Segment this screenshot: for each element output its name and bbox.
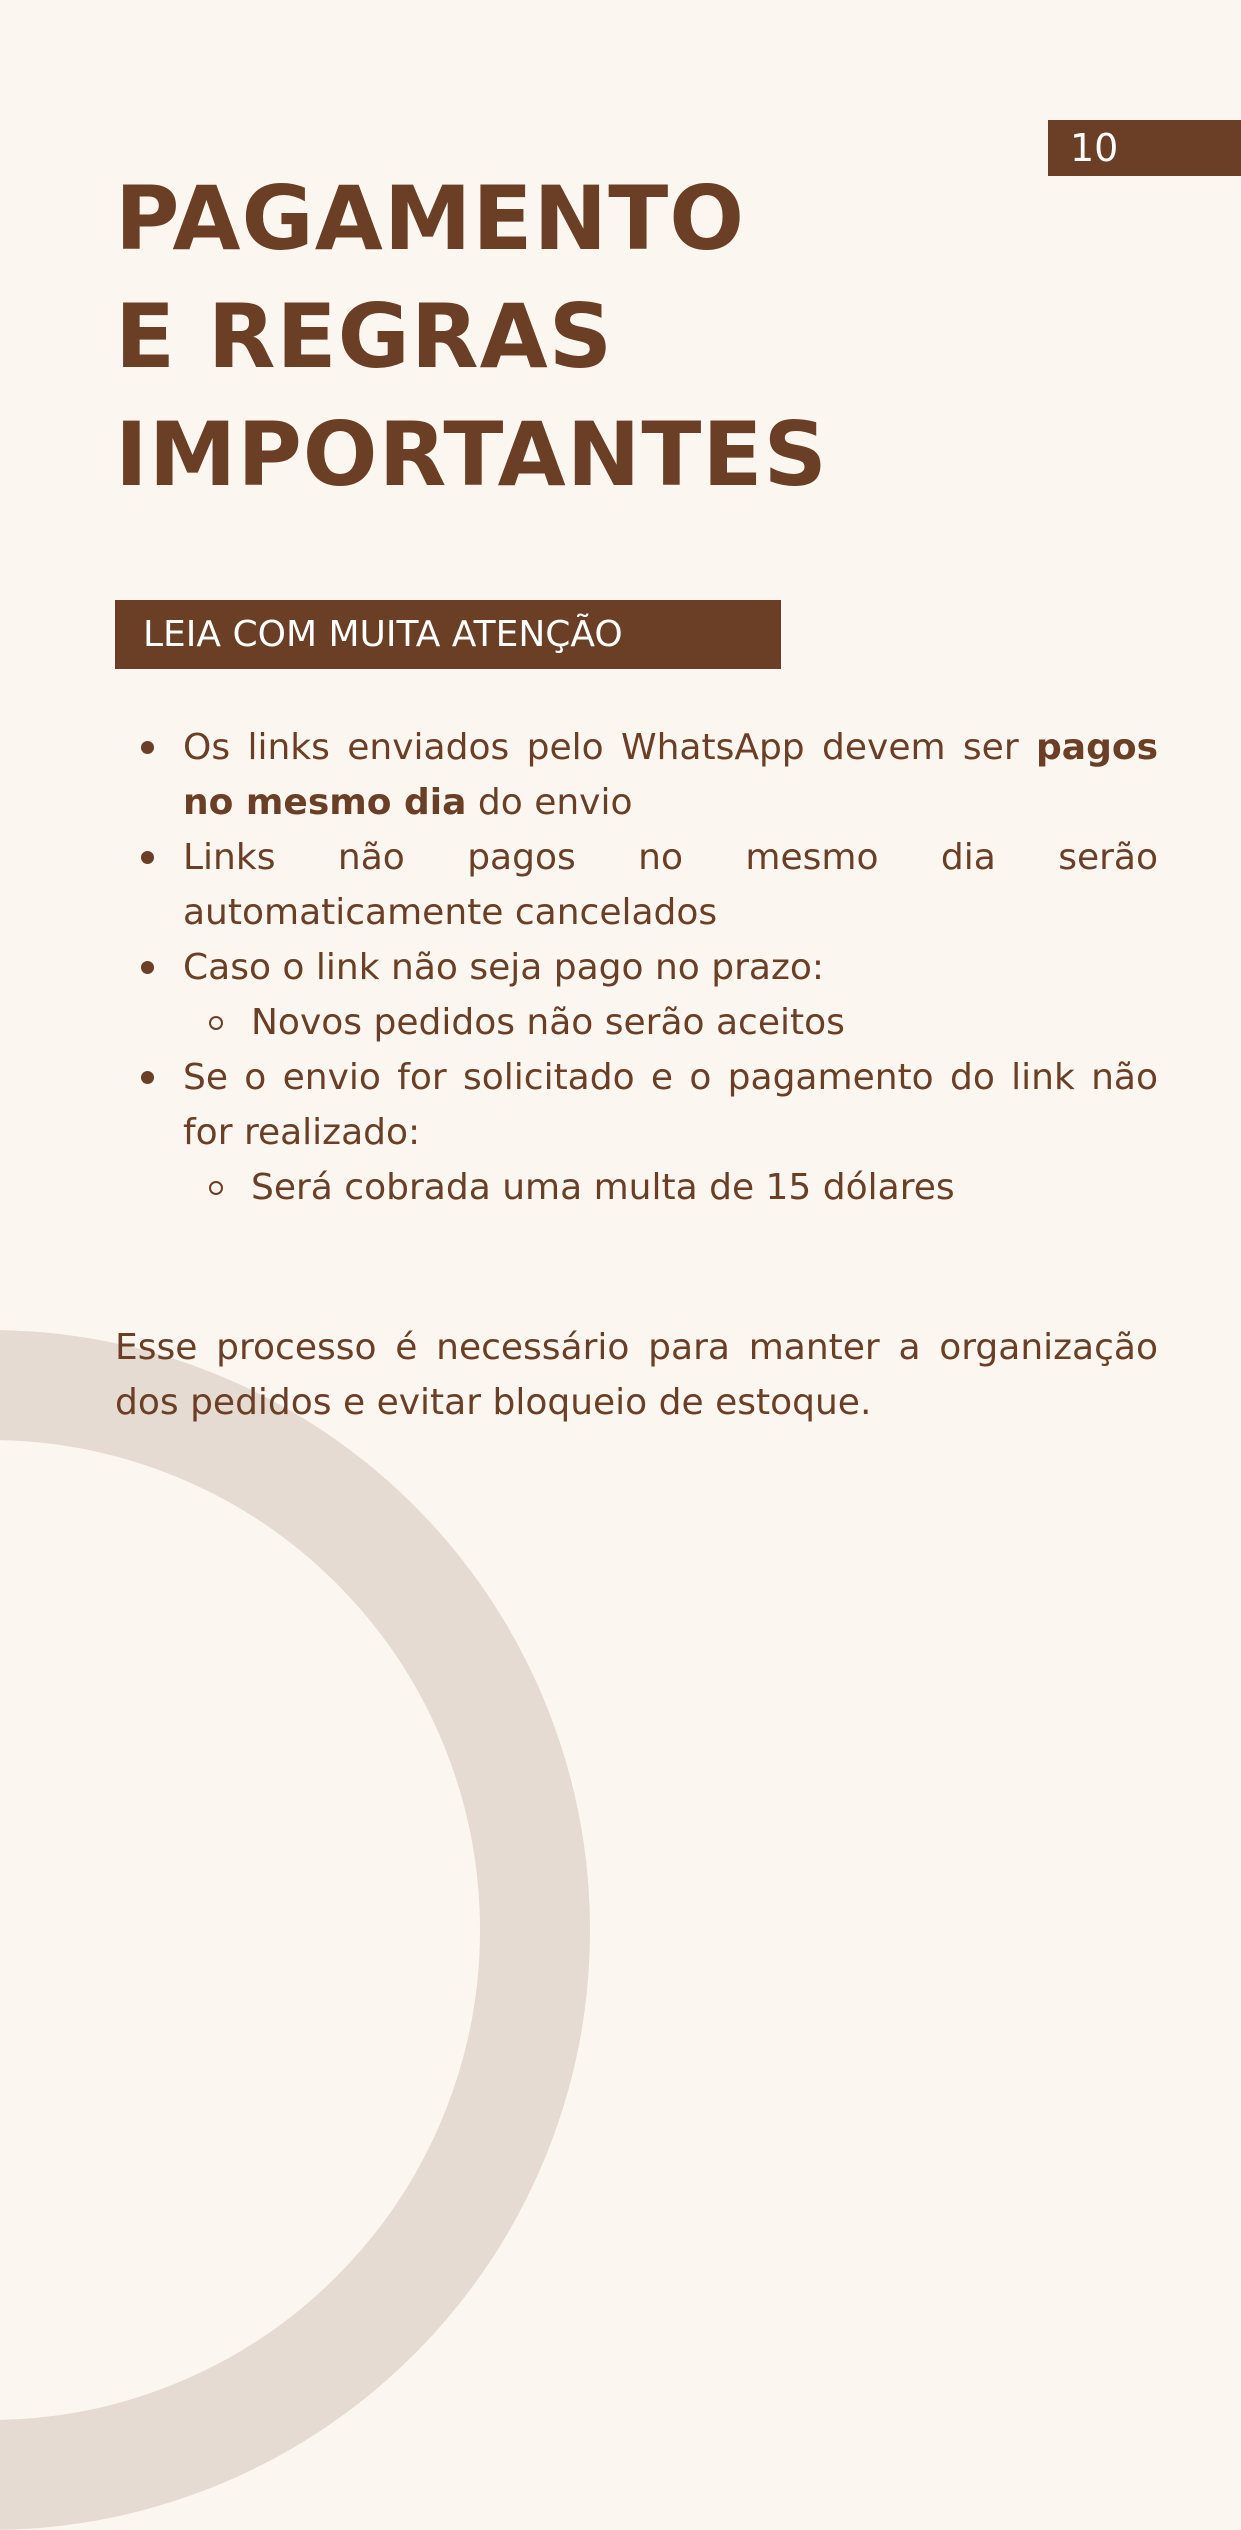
rule-text: Links não pagos no mesmo dia serão automaticamente cancelados xyxy=(183,837,1158,933)
rule-item xyxy=(115,720,1158,830)
rule-text xyxy=(183,720,1158,830)
rule-item xyxy=(115,830,1158,940)
title-line: PAGAMENTO xyxy=(115,167,746,270)
sub-rule-item xyxy=(183,995,1158,1050)
rule-text: Caso o link não seja pago no prazo: xyxy=(183,947,825,988)
bullet-icon xyxy=(141,1071,154,1084)
rule-item xyxy=(115,940,1158,1050)
rule-item xyxy=(115,1050,1158,1215)
rule-text-bold: pagos no mesmo dia xyxy=(183,727,1158,823)
rule-text: Se o envio for solicitado e o pagamento do link não for realizado: xyxy=(183,1057,1158,1153)
circle-bullet-icon xyxy=(209,1016,223,1030)
bullet-icon xyxy=(141,851,154,864)
bullet-icon xyxy=(141,961,154,974)
bullet-icon xyxy=(141,741,154,754)
sub-rule-text: Novos pedidos não serão aceitos xyxy=(251,1002,845,1043)
banner-text: LEIA COM MUITA ATENÇÃO xyxy=(143,614,623,655)
title-line: IMPORTANTES xyxy=(115,403,828,506)
circle-bullet-icon xyxy=(209,1181,223,1195)
decorative-arc xyxy=(0,1330,590,2530)
attention-banner xyxy=(115,600,781,669)
sub-rule-item xyxy=(183,1160,1158,1215)
page-number: 10 xyxy=(1070,126,1119,170)
page-number-badge xyxy=(1048,120,1241,176)
rules-list xyxy=(115,720,1158,1215)
page-title xyxy=(115,160,828,514)
rule-text-part: Os links enviados pelo WhatsApp devem ser xyxy=(183,727,1036,768)
title-line: E REGRAS xyxy=(115,285,614,388)
sub-rule-text: Será cobrada uma multa de 15 dólares xyxy=(251,1167,955,1208)
closing-paragraph: Esse processo é necessário para manter a organização dos pedidos e evitar bloqueio de estoque. xyxy=(115,1327,1158,1423)
rule-text-part: do envio xyxy=(466,782,633,823)
